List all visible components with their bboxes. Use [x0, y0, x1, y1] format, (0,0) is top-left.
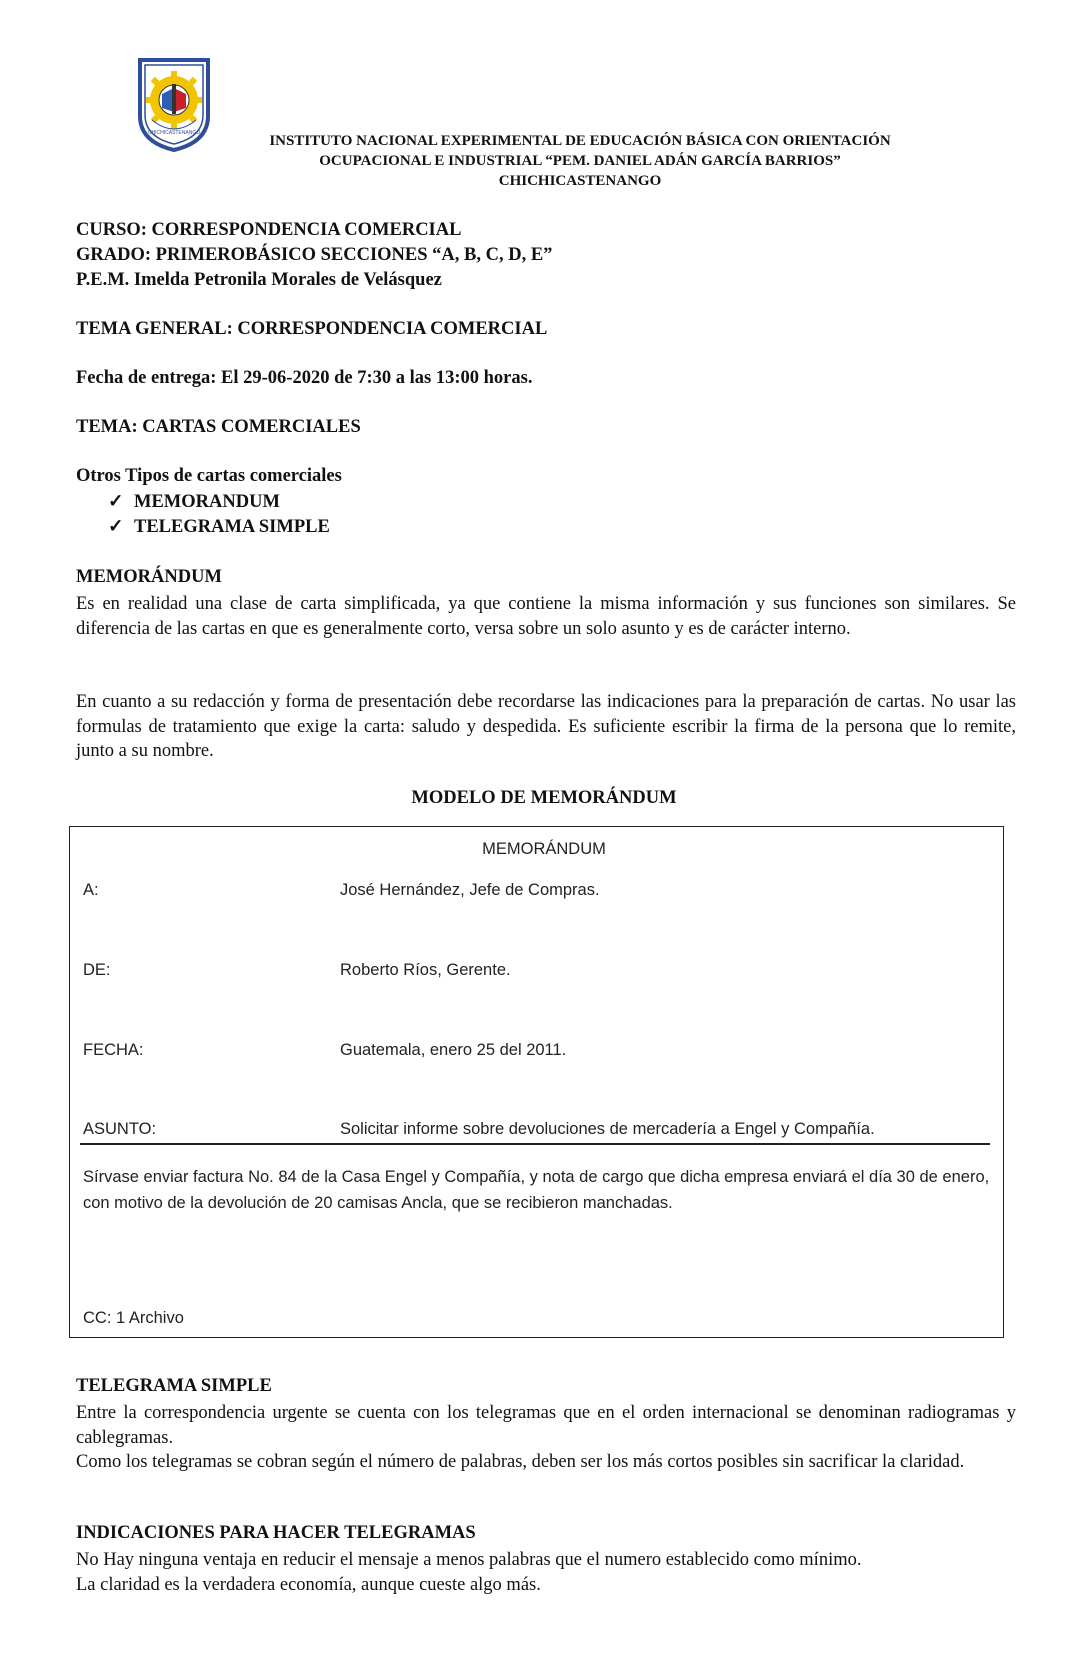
- list-item-label: MEMORANDUM: [134, 492, 280, 512]
- telegram-paragraph-1: Entre la correspondencia urgente se cuenta con los telegramas que en el orden internacional se denominan radiogramas y cablegramas.: [76, 1403, 1016, 1448]
- memo-box-title: MEMORÁNDUM: [482, 840, 606, 858]
- model-title: MODELO DE MEMORÁNDUM: [411, 788, 677, 808]
- list-item: [108, 516, 330, 538]
- memo-label-date: FECHA:: [83, 1041, 144, 1059]
- teacher-name: P.E.M. Imelda Petronila Morales de Velásquez: [76, 270, 442, 290]
- instructions-line-1: No Hay ninguna ventaja en reducir el mensaje a menos palabras que el numero establecido como mínimo.: [76, 1550, 862, 1570]
- list-item: [108, 491, 280, 513]
- institute-name-line-2: OCUPACIONAL E INDUSTRIAL “PEM. DANIEL ADÁN GARCÍA BARRIOS”: [319, 153, 841, 169]
- memo-divider: [80, 1143, 990, 1145]
- memo-label-to: A:: [83, 881, 99, 899]
- memo-value-from: Roberto Ríos, Gerente.: [340, 961, 511, 979]
- memo-label-subject: ASUNTO:: [83, 1120, 157, 1138]
- memo-body: Sírvase enviar factura No. 84 de la Casa Engel y Compañía, y nota de cargo que dicha empresa enviará el día 30 de enero, con motivo de la devolución de 20 camisas Ancla, que se recibieron manchadas.: [83, 1168, 990, 1212]
- checkmark-icon: ✓: [108, 492, 124, 512]
- memo-model-box: [69, 826, 1004, 1338]
- general-topic: TEMA GENERAL: CORRESPONDENCIA COMERCIAL: [76, 319, 548, 339]
- logo-ring-text: CHICHICASTENANGO: [147, 130, 201, 136]
- list-item-label: TELEGRAMA SIMPLE: [134, 517, 330, 537]
- checkmark-icon: ✓: [108, 517, 124, 537]
- memorandum-paragraph-1: Es en realidad una clase de carta simplificada, ya que contiene la misma información y sus funciones son similares. Se diferencia de las cartas en que es generalmente corto, versa sobre un solo asunto y es de carácter interno.: [76, 594, 1016, 639]
- instructions-heading: INDICACIONES PARA HACER TELEGRAMAS: [76, 1523, 476, 1543]
- memo-label-from: DE:: [83, 961, 111, 979]
- instructions-line-2: La claridad es la verdadera economía, aunque cueste algo más.: [76, 1575, 541, 1595]
- telegram-paragraph-2: Como los telegramas se cobran según el número de palabras, deben ser los más cortos posibles sin sacrificar la claridad.: [76, 1452, 965, 1472]
- delivery-date: Fecha de entrega: El 29-06-2020 de 7:30 a las 13:00 horas.: [76, 368, 533, 388]
- memo-cc: CC: 1 Archivo: [83, 1309, 184, 1327]
- other-types-title: Otros Tipos de cartas comerciales: [76, 466, 342, 486]
- memorandum-paragraph-2: En cuanto a su redacción y forma de presentación debe recordarse las indicaciones para la preparación de cartas. No usar las formulas de tratamiento que exige la carta: saludo y despedida. Es suficiente escribir la firma de la persona que lo remite, junto a su nombre.: [76, 692, 1016, 761]
- telegram-heading: TELEGRAMA SIMPLE: [76, 1376, 272, 1396]
- memo-value-date: Guatemala, enero 25 del 2011.: [340, 1041, 567, 1059]
- memo-value-subject: Solicitar informe sobre devoluciones de mercadería a Engel y Compañía.: [340, 1120, 875, 1138]
- institute-name-line-1: INSTITUTO NACIONAL EXPERIMENTAL DE EDUCACIÓN BÁSICA CON ORIENTACIÓN: [269, 133, 891, 149]
- grade-sections: GRADO: PRIMEROBÁSICO SECCIONES “A, B, C, D, E”: [76, 245, 553, 265]
- topic: TEMA: CARTAS COMERCIALES: [76, 417, 361, 437]
- memo-value-to: José Hernández, Jefe de Compras.: [340, 881, 600, 899]
- institute-city: CHICHICASTENANGO: [498, 173, 662, 189]
- course-title: CURSO: CORRESPONDENCIA COMERCIAL: [76, 220, 462, 240]
- memorandum-heading: MEMORÁNDUM: [76, 567, 222, 587]
